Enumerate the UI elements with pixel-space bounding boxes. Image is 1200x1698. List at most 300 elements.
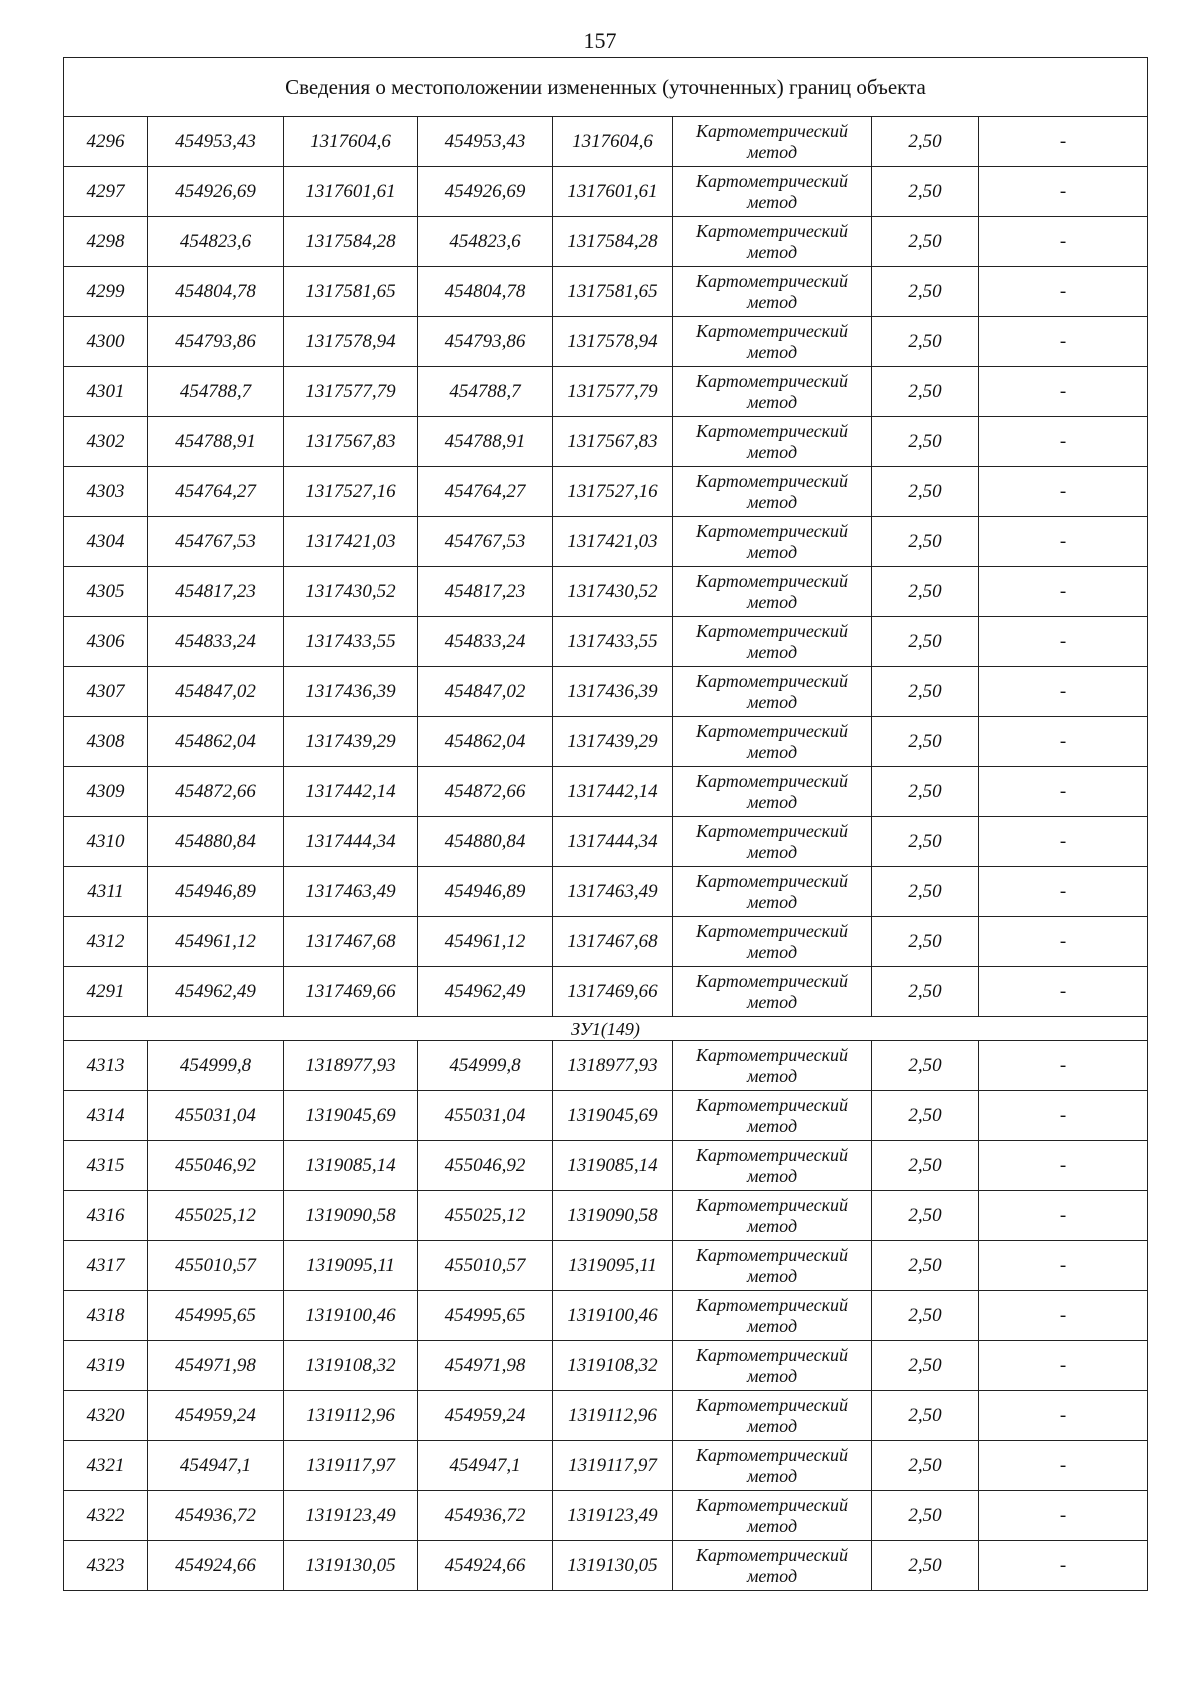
precision-cell: 2,50 [872,317,979,367]
precision-cell: 2,50 [872,967,979,1017]
refined-y-cell: 1319123,49 [553,1491,673,1541]
table-row [64,1091,1148,1141]
method-cell [673,667,872,717]
method-word-line: метод [746,291,798,312]
existing-x-cell: 454971,98 [148,1341,284,1391]
method-cell [673,317,872,367]
table-row [64,167,1148,217]
refined-x-cell: 454872,66 [418,767,553,817]
method-word-line: метод [746,941,798,962]
method-name-line: Картометрический [695,720,848,741]
method-name-line: Картометрический [695,1394,848,1415]
table-row [64,217,1148,267]
refined-x-cell: 454959,24 [418,1391,553,1441]
existing-y-cell: 1317433,55 [284,617,418,667]
method-word-line: метод [746,1165,798,1186]
existing-x-cell: 454823,6 [148,217,284,267]
point-number-cell: 4300 [64,317,148,367]
method-word-line: метод [746,791,798,812]
existing-y-cell: 1319117,97 [284,1441,418,1491]
method-cell [673,1391,872,1441]
precision-cell: 2,50 [872,217,979,267]
existing-y-cell: 1317469,66 [284,967,418,1017]
method-word-line: метод [746,741,798,762]
refined-y-cell: 1317527,16 [553,467,673,517]
point-number-cell: 4296 [64,117,148,167]
existing-x-cell: 455010,57 [148,1241,284,1291]
note-cell: - [979,517,1148,567]
existing-x-cell: 454862,04 [148,717,284,767]
existing-x-cell: 454880,84 [148,817,284,867]
table-row [64,567,1148,617]
method-name-line: Картометрический [695,970,848,991]
method-word-line: метод [746,391,798,412]
note-cell: - [979,467,1148,517]
point-number-cell: 4316 [64,1191,148,1241]
point-number-cell: 4304 [64,517,148,567]
precision-cell: 2,50 [872,917,979,967]
note-cell: - [979,117,1148,167]
method-cell [673,717,872,767]
existing-y-cell: 1317444,34 [284,817,418,867]
refined-x-cell: 454962,49 [418,967,553,1017]
existing-x-cell: 454946,89 [148,867,284,917]
method-cell [673,1541,872,1591]
note-cell: - [979,267,1148,317]
table-row [64,1141,1148,1191]
existing-x-cell: 454767,53 [148,517,284,567]
method-word-line: метод [746,241,798,262]
existing-y-cell: 1319090,58 [284,1191,418,1241]
method-word-line: метод [746,1115,798,1136]
refined-x-cell: 454995,65 [418,1291,553,1341]
existing-x-cell: 454788,7 [148,367,284,417]
existing-x-cell: 454764,27 [148,467,284,517]
refined-y-cell: 1317421,03 [553,517,673,567]
method-word-line: метод [746,1365,798,1386]
existing-y-cell: 1318977,93 [284,1041,418,1091]
section-label: ЗУ1(149) [64,1017,1148,1041]
precision-cell: 2,50 [872,1241,979,1291]
point-number-cell: 4291 [64,967,148,1017]
method-cell [673,1241,872,1291]
refined-x-cell: 454926,69 [418,167,553,217]
existing-y-cell: 1317436,39 [284,667,418,717]
existing-y-cell: 1317430,52 [284,567,418,617]
precision-cell: 2,50 [872,867,979,917]
method-cell [673,267,872,317]
point-number-cell: 4310 [64,817,148,867]
point-number-cell: 4311 [64,867,148,917]
table-row [64,1191,1148,1241]
method-word-line: метод [746,841,798,862]
method-cell [673,1191,872,1241]
refined-x-cell: 454788,91 [418,417,553,467]
refined-y-cell: 1317467,68 [553,917,673,967]
existing-x-cell: 455025,12 [148,1191,284,1241]
method-cell [673,967,872,1017]
refined-y-cell: 1319090,58 [553,1191,673,1241]
method-word-line: метод [746,1465,798,1486]
method-name-line: Картометрический [695,1344,848,1365]
note-cell: - [979,567,1148,617]
precision-cell: 2,50 [872,1341,979,1391]
note-cell: - [979,867,1148,917]
existing-y-cell: 1317421,03 [284,517,418,567]
precision-cell: 2,50 [872,417,979,467]
method-cell [673,1141,872,1191]
existing-x-cell: 454788,91 [148,417,284,467]
table-row [64,617,1148,667]
existing-y-cell: 1317467,68 [284,917,418,967]
point-number-cell: 4320 [64,1391,148,1441]
precision-cell: 2,50 [872,1541,979,1591]
existing-y-cell: 1319130,05 [284,1541,418,1591]
table-row [64,367,1148,417]
method-cell [673,1091,872,1141]
method-name-line: Картометрический [695,1244,848,1265]
refined-y-cell: 1317469,66 [553,967,673,1017]
refined-y-cell: 1317577,79 [553,367,673,417]
existing-x-cell: 454817,23 [148,567,284,617]
table-row [64,517,1148,567]
existing-x-cell: 454924,66 [148,1541,284,1591]
method-cell [673,1491,872,1541]
existing-y-cell: 1317578,94 [284,317,418,367]
refined-x-cell: 455031,04 [418,1091,553,1141]
method-name-line: Картометрический [695,1544,848,1565]
refined-y-cell: 1317578,94 [553,317,673,367]
table-row [64,117,1148,167]
point-number-cell: 4317 [64,1241,148,1291]
point-number-cell: 4305 [64,567,148,617]
method-name-line: Картометрический [695,1294,848,1315]
refined-y-cell: 1317430,52 [553,567,673,617]
method-word-line: метод [746,541,798,562]
refined-x-cell: 454823,6 [418,217,553,267]
point-number-cell: 4314 [64,1091,148,1141]
method-cell [673,1291,872,1341]
method-name-line: Картометрический [695,220,848,241]
refined-y-cell: 1317581,65 [553,267,673,317]
method-name-line: Картометрический [695,620,848,641]
point-number-cell: 4302 [64,417,148,467]
existing-x-cell: 454962,49 [148,967,284,1017]
point-number-cell: 4297 [64,167,148,217]
method-name-line: Картометрический [695,270,848,291]
existing-y-cell: 1317581,65 [284,267,418,317]
note-cell: - [979,167,1148,217]
method-name-line: Картометрический [695,920,848,941]
point-number-cell: 4307 [64,667,148,717]
method-name-line: Картометрический [695,420,848,441]
refined-y-cell: 1317436,39 [553,667,673,717]
refined-y-cell: 1319100,46 [553,1291,673,1341]
existing-x-cell: 454961,12 [148,917,284,967]
refined-y-cell: 1319130,05 [553,1541,673,1591]
point-number-cell: 4309 [64,767,148,817]
existing-x-cell: 454847,02 [148,667,284,717]
note-cell: - [979,317,1148,367]
method-name-line: Картометрический [695,1044,848,1065]
method-name-line: Картометрический [695,1144,848,1165]
refined-x-cell: 454862,04 [418,717,553,767]
method-word-line: метод [746,491,798,512]
existing-y-cell: 1319108,32 [284,1341,418,1391]
method-name-line: Картометрический [695,670,848,691]
table-title: Сведения о местоположении измененных (уточненных) границ объекта [64,58,1148,117]
note-cell: - [979,1341,1148,1391]
point-number-cell: 4321 [64,1441,148,1491]
note-cell: - [979,1541,1148,1591]
note-cell: - [979,617,1148,667]
point-number-cell: 4312 [64,917,148,967]
refined-x-cell: 454971,98 [418,1341,553,1391]
precision-cell: 2,50 [872,1191,979,1241]
existing-y-cell: 1317567,83 [284,417,418,467]
note-cell: - [979,1441,1148,1491]
refined-x-cell: 454817,23 [418,567,553,617]
note-cell: - [979,817,1148,867]
note-cell: - [979,417,1148,467]
method-cell [673,417,872,467]
method-name-line: Картометрический [695,170,848,191]
method-name-line: Картометрический [695,120,848,141]
existing-y-cell: 1317584,28 [284,217,418,267]
table-row [64,417,1148,467]
existing-y-cell: 1317577,79 [284,367,418,417]
section-header-row [64,1017,1148,1041]
point-number-cell: 4301 [64,367,148,417]
existing-x-cell: 454947,1 [148,1441,284,1491]
refined-x-cell: 454999,8 [418,1041,553,1091]
point-number-cell: 4315 [64,1141,148,1191]
existing-x-cell: 454926,69 [148,167,284,217]
refined-y-cell: 1319108,32 [553,1341,673,1391]
existing-y-cell: 1319112,96 [284,1391,418,1441]
refined-y-cell: 1317433,55 [553,617,673,667]
refined-y-cell: 1319095,11 [553,1241,673,1291]
method-name-line: Картометрический [695,470,848,491]
precision-cell: 2,50 [872,1291,979,1341]
table-row [64,817,1148,867]
table-row [64,667,1148,717]
refined-x-cell: 454788,7 [418,367,553,417]
existing-y-cell: 1317439,29 [284,717,418,767]
precision-cell: 2,50 [872,1041,979,1091]
existing-x-cell: 454833,24 [148,617,284,667]
method-name-line: Картометрический [695,820,848,841]
method-cell [673,767,872,817]
method-cell [673,1041,872,1091]
method-name-line: Картометрический [695,770,848,791]
precision-cell: 2,50 [872,1141,979,1191]
refined-x-cell: 454953,43 [418,117,553,167]
table-row [64,1541,1148,1591]
method-name-line: Картометрический [695,1094,848,1115]
note-cell: - [979,1491,1148,1541]
note-cell: - [979,367,1148,417]
table-row [64,1441,1148,1491]
table-row [64,317,1148,367]
method-word-line: метод [746,1415,798,1436]
method-name-line: Картометрический [695,320,848,341]
existing-y-cell: 1319085,14 [284,1141,418,1191]
refined-x-cell: 454924,66 [418,1541,553,1591]
table-row [64,1341,1148,1391]
refined-y-cell: 1319045,69 [553,1091,673,1141]
note-cell: - [979,1191,1148,1241]
refined-x-cell: 455046,92 [418,1141,553,1191]
point-number-cell: 4322 [64,1491,148,1541]
note-cell: - [979,1241,1148,1291]
refined-y-cell: 1318977,93 [553,1041,673,1091]
method-word-line: метод [746,1565,798,1586]
existing-y-cell: 1319045,69 [284,1091,418,1141]
existing-x-cell: 455046,92 [148,1141,284,1191]
precision-cell: 2,50 [872,167,979,217]
note-cell: - [979,1141,1148,1191]
existing-x-cell: 454793,86 [148,317,284,367]
existing-y-cell: 1319100,46 [284,1291,418,1341]
refined-y-cell: 1319085,14 [553,1141,673,1191]
table-row [64,867,1148,917]
refined-x-cell: 454947,1 [418,1441,553,1491]
point-number-cell: 4306 [64,617,148,667]
existing-y-cell: 1317604,6 [284,117,418,167]
method-word-line: метод [746,1065,798,1086]
existing-x-cell: 455031,04 [148,1091,284,1141]
method-word-line: метод [746,991,798,1012]
method-word-line: метод [746,591,798,612]
refined-x-cell: 454946,89 [418,867,553,917]
existing-y-cell: 1317601,61 [284,167,418,217]
boundary-coordinates-table [63,57,1148,1591]
note-cell: - [979,1041,1148,1091]
method-name-line: Картометрический [695,570,848,591]
method-word-line: метод [746,1265,798,1286]
method-word-line: метод [746,641,798,662]
note-cell: - [979,967,1148,1017]
method-word-line: метод [746,341,798,362]
note-cell: - [979,767,1148,817]
point-number-cell: 4299 [64,267,148,317]
page-number: 157 [583,28,617,53]
existing-y-cell: 1317463,49 [284,867,418,917]
method-word-line: метод [746,441,798,462]
precision-cell: 2,50 [872,467,979,517]
precision-cell: 2,50 [872,667,979,717]
note-cell: - [979,667,1148,717]
method-cell [673,217,872,267]
method-cell [673,1341,872,1391]
precision-cell: 2,50 [872,617,979,667]
existing-y-cell: 1317442,14 [284,767,418,817]
precision-cell: 2,50 [872,267,979,317]
table-title-row [64,58,1148,117]
point-number-cell: 4323 [64,1541,148,1591]
existing-x-cell: 454936,72 [148,1491,284,1541]
method-cell [673,117,872,167]
method-cell [673,867,872,917]
precision-cell: 2,50 [872,367,979,417]
existing-x-cell: 454872,66 [148,767,284,817]
refined-y-cell: 1317463,49 [553,867,673,917]
refined-x-cell: 454833,24 [418,617,553,667]
method-name-line: Картометрический [695,1494,848,1515]
existing-x-cell: 454804,78 [148,267,284,317]
method-cell [673,817,872,867]
method-word-line: метод [746,1315,798,1336]
method-word-line: метод [746,141,798,162]
method-cell [673,567,872,617]
method-name-line: Картометрический [695,1194,848,1215]
method-name-line: Картометрический [695,870,848,891]
point-number-cell: 4318 [64,1291,148,1341]
refined-y-cell: 1319112,96 [553,1391,673,1441]
precision-cell: 2,50 [872,567,979,617]
refined-y-cell: 1317604,6 [553,117,673,167]
existing-x-cell: 454953,43 [148,117,284,167]
existing-y-cell: 1317527,16 [284,467,418,517]
note-cell: - [979,1391,1148,1441]
method-word-line: метод [746,891,798,912]
point-number-cell: 4313 [64,1041,148,1091]
table-row [64,1491,1148,1541]
existing-x-cell: 454995,65 [148,1291,284,1341]
method-word-line: метод [746,1215,798,1236]
existing-x-cell: 454999,8 [148,1041,284,1091]
refined-x-cell: 454936,72 [418,1491,553,1541]
method-cell [673,617,872,667]
point-number-cell: 4298 [64,217,148,267]
table-row [64,1391,1148,1441]
refined-y-cell: 1319117,97 [553,1441,673,1491]
note-cell: - [979,217,1148,267]
refined-y-cell: 1317444,34 [553,817,673,867]
note-cell: - [979,1091,1148,1141]
refined-x-cell: 455010,57 [418,1241,553,1291]
point-number-cell: 4308 [64,717,148,767]
refined-x-cell: 454764,27 [418,467,553,517]
table-row [64,267,1148,317]
method-cell [673,917,872,967]
refined-y-cell: 1317601,61 [553,167,673,217]
method-name-line: Картометрический [695,370,848,391]
refined-x-cell: 454767,53 [418,517,553,567]
refined-x-cell: 454847,02 [418,667,553,717]
refined-x-cell: 454793,86 [418,317,553,367]
refined-y-cell: 1317584,28 [553,217,673,267]
refined-x-cell: 455025,12 [418,1191,553,1241]
method-name-line: Картометрический [695,1444,848,1465]
table-row [64,1291,1148,1341]
point-number-cell: 4303 [64,467,148,517]
table-row [64,767,1148,817]
precision-cell: 2,50 [872,717,979,767]
table-row [64,967,1148,1017]
method-cell [673,517,872,567]
note-cell: - [979,717,1148,767]
refined-y-cell: 1317439,29 [553,717,673,767]
method-word-line: метод [746,691,798,712]
table-row [64,917,1148,967]
precision-cell: 2,50 [872,767,979,817]
refined-y-cell: 1317442,14 [553,767,673,817]
table-row [64,467,1148,517]
existing-x-cell: 454959,24 [148,1391,284,1441]
table-row [64,1041,1148,1091]
